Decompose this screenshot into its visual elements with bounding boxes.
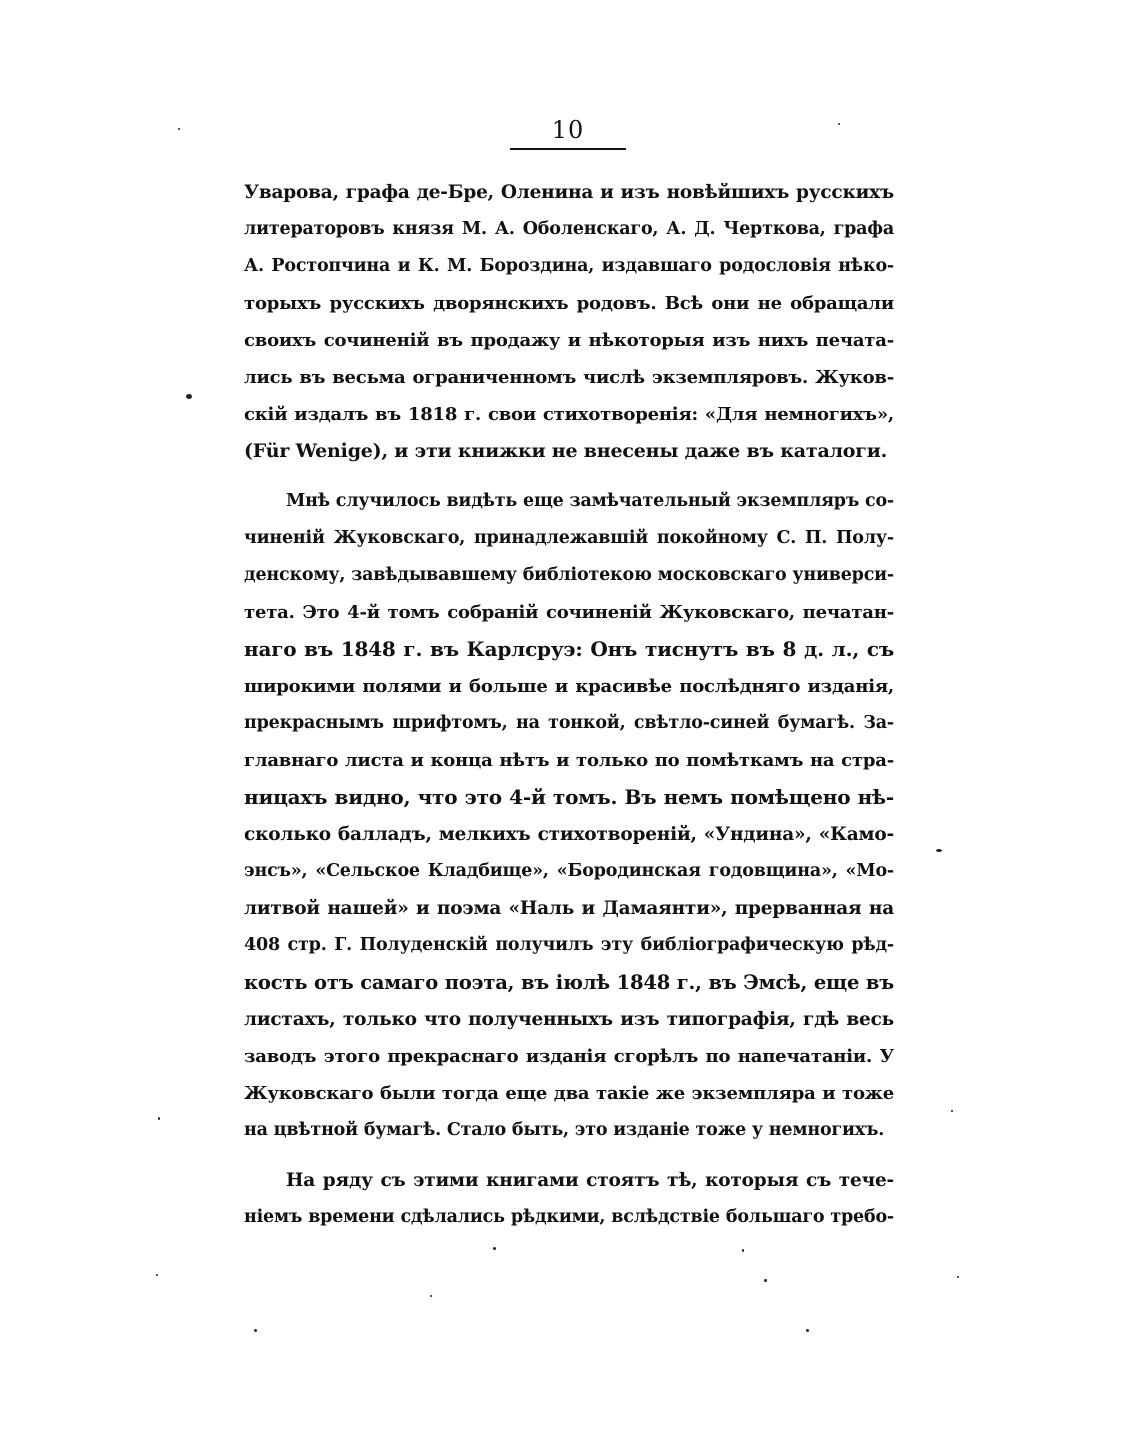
scan-speck	[951, 1110, 953, 1112]
text-line: (Für Wenige), и эти книжки не внесены даже въ каталоги.	[244, 440, 887, 462]
text-line: 408 стр. Г. Полуденскій получилъ эту библіографическую рѣд-	[244, 935, 894, 955]
text-line: лись въ весьма ограниченномъ числѣ экземпляровъ. Жуков-	[244, 367, 894, 388]
paragraph	[244, 1162, 894, 1236]
scan-speck	[742, 1249, 744, 1252]
text-line: литвой нашей» и поэма «Наль и Дамаянти», прерванная на	[244, 898, 894, 919]
scan-speck	[806, 1329, 809, 1332]
text-line: наго въ 1848 г. въ Карлсруэ: Онъ тиснутъ въ 8 д. л., съ	[244, 637, 894, 661]
text-line: ницахъ видно, что это 4-й томъ. Въ немъ помѣщено нѣ-	[244, 785, 894, 809]
scan-speck	[178, 128, 180, 130]
page-number: 10	[551, 116, 585, 144]
scan-speck	[158, 1117, 160, 1120]
paragraph	[244, 174, 894, 470]
scan-speck	[186, 394, 192, 399]
scan-speck	[936, 849, 942, 852]
text-line: скій издалъ въ 1818 г. свои стихотворенія: «Для немногихъ»,	[244, 404, 894, 425]
body-text	[244, 174, 894, 1236]
text-line: Уварова, графа де-Бре, Оленина и изъ новѣйшихъ русскихъ	[244, 182, 894, 203]
page-number-rule	[510, 148, 626, 150]
text-line: своихъ сочиненій въ продажу и нѣкоторыя изъ нихъ печата-	[244, 330, 894, 351]
scan-speck	[156, 1274, 158, 1276]
text-line: на цвѣтной бумагѣ. Стало быть, это изданіе тоже у немногихъ.	[244, 1120, 885, 1140]
text-line: На ряду съ этими книгами стоятъ тѣ, которыя съ тече-	[286, 1170, 894, 1191]
paragraph-gap	[244, 470, 894, 483]
text-line: ніемъ времени сдѣлались рѣдкими, вслѣдствіе большаго требо-	[244, 1207, 894, 1227]
scan-speck	[493, 1247, 496, 1250]
text-line: тета. Это 4-й томъ собраній сочиненій Жуковскаго, печатан-	[244, 602, 894, 623]
text-line: литераторовъ князя М. А. Оболенскаго, А. Д. Черткова, графа	[244, 219, 894, 239]
text-line: кость отъ самаго поэта, въ іюлѣ 1848 г., въ Эмсѣ, еще въ	[244, 971, 894, 994]
text-line: прекраснымъ шрифтомъ, на тонкой, свѣтло-синей бумагѣ. За-	[244, 713, 894, 733]
text-line: денскому, завѣдывавшему библіотекою московскаго универси-	[244, 565, 894, 585]
text-line: энсъ», «Сельское Кладбище», «Бородинская годовщина», «Мо-	[244, 861, 894, 881]
scan-speck	[838, 123, 840, 125]
text-line: заводъ этого прекраснаго изданія сгорѣлъ по напечатаніи. У	[244, 1046, 894, 1067]
text-line: листахъ, только что полученныхъ изъ типографія, гдѣ весь	[244, 1009, 894, 1030]
paragraph-gap	[244, 1149, 894, 1162]
scan-speck	[764, 1279, 767, 1282]
text-line: сколько балладъ, мелкихъ стихотвореній, «Ундина», «Камо-	[244, 824, 894, 845]
scan-speck	[254, 1329, 257, 1332]
text-line: главнаго листа и конца нѣтъ и только по помѣткамъ на стра-	[244, 750, 894, 771]
text-line: А. Ростопчина и К. М. Бороздина, издавшаго родословія нѣко-	[244, 256, 894, 276]
text-line: торыхъ русскихъ дворянскихъ родовъ. Всѣ они не обращали	[244, 293, 894, 314]
scan-speck	[957, 1276, 959, 1278]
text-line: Жуковскаго были тогда еще два такіе же экземпляра и тоже	[244, 1083, 894, 1104]
text-line: Мнѣ случилось видѣть еще замѣчательный экземпляръ со-	[286, 491, 894, 511]
paragraph	[244, 483, 894, 1149]
text-line: широкими полями и больше и красивѣе послѣдняго изданія,	[244, 676, 894, 697]
text-line: чиненій Жуковскаго, принадлежавшій покойному С. П. Полу-	[244, 528, 894, 548]
scan-speck	[430, 1295, 432, 1297]
